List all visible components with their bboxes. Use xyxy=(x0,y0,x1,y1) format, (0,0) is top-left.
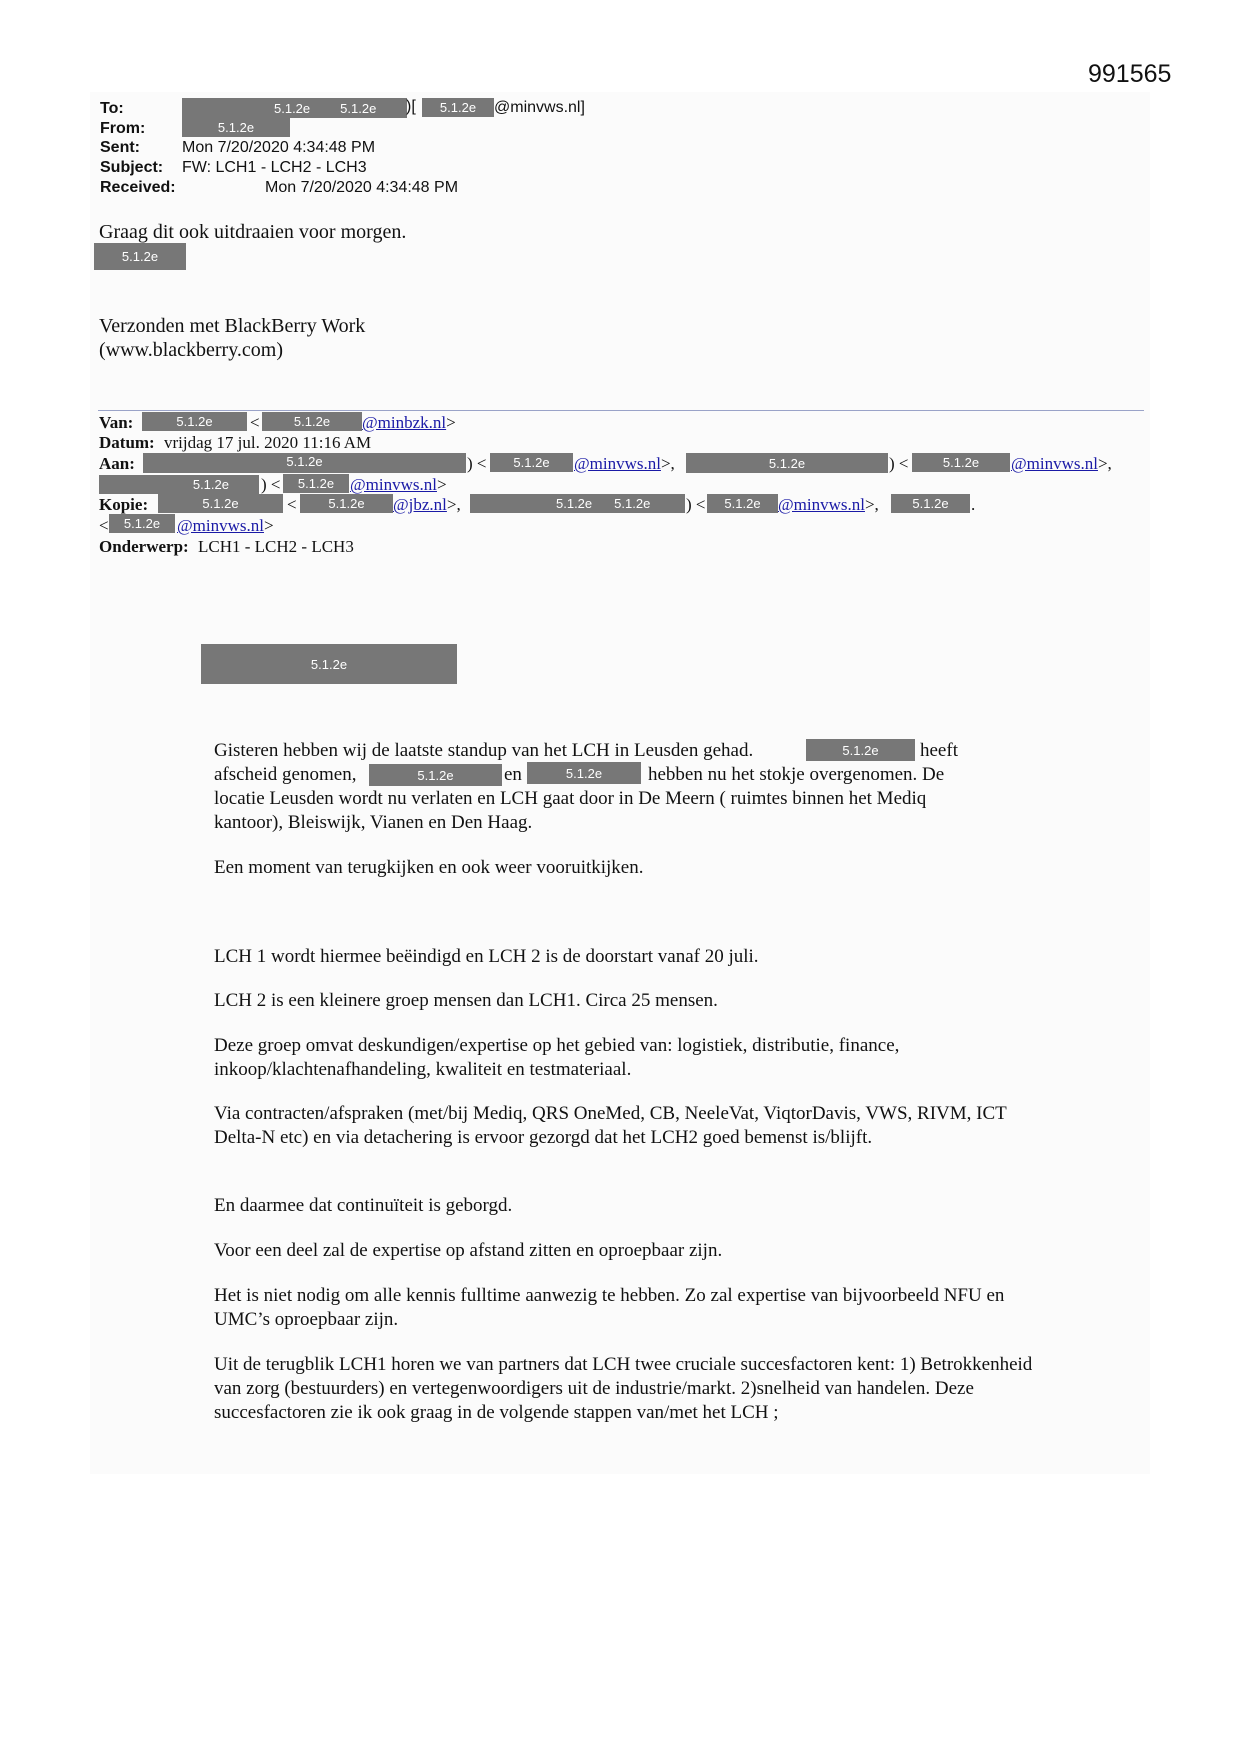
redaction-box: 5.1.2e xyxy=(142,412,247,431)
to-domain: @minvws.nl] xyxy=(494,99,585,116)
signature-line-2: (www.blackberry.com) xyxy=(99,339,283,361)
body-paragraph-6: Via contracten/afspraken (met/bij Mediq, QRS OneMed, CB, NeeleVat, ViqtorDavis, VWS, RIVM, ICT Delta-N etc) en via detachering is ervoor gezorgd dat het LCH2 goed bemenst is/blijft. xyxy=(214,1103,1007,1148)
document-number: 991565 xyxy=(1088,60,1172,88)
sent-value: Mon 7/20/2020 4:34:48 PM xyxy=(182,139,376,156)
body-paragraph-4: LCH 2 is een kleinere groep mensen dan LCH1. Circa 25 mensen. xyxy=(214,990,718,1011)
email-link[interactable]: @minvws.nl xyxy=(350,475,437,494)
to-label: To: xyxy=(100,100,124,117)
redaction-box: 5.1.2e xyxy=(99,475,259,494)
email-link[interactable]: @jbz.nl xyxy=(393,495,447,514)
redaction-box: 5.1.2e xyxy=(300,494,393,513)
datum-label: Datum: xyxy=(99,433,155,452)
redaction-box: 5.1.2e 5.1.2e xyxy=(470,494,685,513)
body-paragraph-3: LCH 1 wordt hiermee beëindigd en LCH 2 is de doorstart vanaf 20 juli. xyxy=(214,946,759,967)
onderwerp-label: Onderwerp: xyxy=(99,537,189,556)
sent-label: Sent: xyxy=(100,139,140,156)
redaction-box: 5.1.2e xyxy=(490,453,573,472)
redaction-box: 5.1.2e xyxy=(143,453,466,473)
redaction-box: 5.1.2e xyxy=(806,739,915,761)
redaction-box: 5.1.2e xyxy=(912,453,1010,472)
redaction-box: 5.1.2e xyxy=(283,474,349,493)
from-label: From: xyxy=(100,120,146,137)
redaction-box: 5.1.2e xyxy=(369,764,502,786)
intro-text: Graag dit ook uitdraaien voor morgen. xyxy=(99,221,407,243)
body-paragraph-5: Deze groep omvat deskundigen/expertise op het gebied van: logistiek, distributie, finance, inkoop/klachtenafhandeling, kwaliteit en testmateriaal. xyxy=(214,1035,900,1080)
redaction-box: 5.1.2e xyxy=(94,243,186,270)
divider xyxy=(98,410,1144,411)
datum-value: vrijdag 17 jul. 2020 11:16 AM xyxy=(164,433,372,452)
redaction-box: 5.1.2e xyxy=(182,118,290,137)
subject-value: FW: LCH1 - LCH2 - LCH3 xyxy=(182,159,367,176)
redaction-box: 5.1.2e xyxy=(158,494,283,513)
body-paragraph-7: En daarmee dat continuïteit is geborgd. xyxy=(214,1195,513,1216)
aan-label: Aan: xyxy=(99,454,135,473)
redaction-box: 5.1.2e 5.1.2e xyxy=(182,98,407,118)
kopie-label: Kopie: xyxy=(99,495,149,514)
redaction-box: 5.1.2e xyxy=(686,453,888,473)
subject-label: Subject: xyxy=(100,159,164,176)
redaction-box: 5.1.2e xyxy=(201,644,457,684)
email-link[interactable]: @minvws.nl xyxy=(177,516,264,535)
received-label: Received: xyxy=(100,179,176,196)
email-link[interactable]: @minvws.nl xyxy=(1011,454,1098,473)
body-paragraph-9: Het is niet nodig om alle kennis fulltime aanwezig te hebben. Zo zal expertise van bijvoorbeeld NFU en UMC’s oproepbaar zijn. xyxy=(214,1285,1005,1330)
redaction-box: 5.1.2e xyxy=(891,494,970,513)
body-paragraph-8: Voor een deel zal de expertise op afstand zitten en oproepbaar zijn. xyxy=(214,1240,723,1261)
signature-line-1: Verzonden met BlackBerry Work xyxy=(99,315,366,337)
received-value: Mon 7/20/2020 4:34:48 PM xyxy=(265,179,459,196)
email-link[interactable]: @minvws.nl xyxy=(574,454,661,473)
redaction-box: 5.1.2e xyxy=(527,762,641,784)
redaction-box: 5.1.2e xyxy=(109,514,175,533)
email-link[interactable]: @minbzk.nl xyxy=(362,413,447,432)
email-link[interactable]: @minvws.nl xyxy=(778,495,865,514)
redaction-box: 5.1.2e xyxy=(707,494,778,513)
body-paragraph-2: Een moment van terugkijken en ook weer vooruitkijken. xyxy=(214,857,644,878)
van-label: Van: xyxy=(99,413,134,432)
redaction-box: 5.1.2e xyxy=(262,412,362,431)
onderwerp-value: LCH1 - LCH2 - LCH3 xyxy=(198,537,354,556)
redaction-box: 5.1.2e xyxy=(422,98,494,117)
body-paragraph-10: Uit de terugblik LCH1 horen we van partners dat LCH twee cruciale succesfactoren kent: 1) Betrokkenheid van zorg (bestuurders) en vertegenwoordigers uit de industrie/markt. 2)snelheid van handelen. Deze succesfactoren zie ik ook graag in de volgende stappen van/met het LCH ; xyxy=(214,1354,1033,1423)
